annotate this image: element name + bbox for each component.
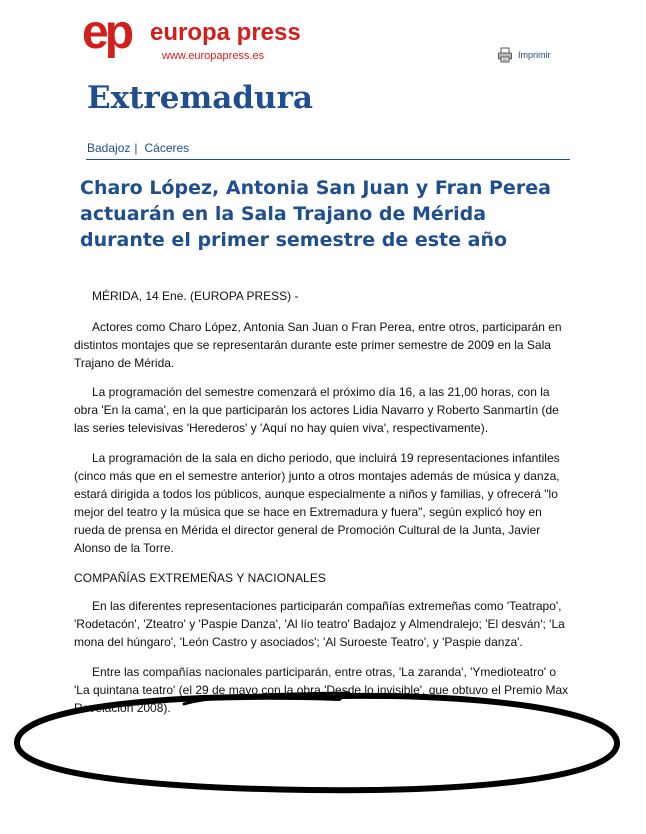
article-subheading: COMPAÑÍAS EXTREMEÑAS Y NACIONALES [74, 571, 327, 585]
article-paragraph: La programación de la sala en dicho periodo, que incluirá 19 representaciones infantiles (cinco más que en el semestre anterior) junto a otros montajes además de música y danza, estará dirigida a todos los públicos, aunque especialmente a niños y familias, y ofrecerá "lo mejor del teatro y la música que se hace en Extremadura y fuera", según explicó hoy en rueda de prensa en Mérida el director general de Promoción Cultural de la Junta, Javier Alonso de la Torre. [74, 451, 560, 555]
europa-press-logo[interactable] [82, 6, 342, 70]
article-dateline: MÉRIDA, 14 Ene. (EUROPA PRESS) - [92, 289, 299, 303]
article-paragraph: La programación del semestre comenzará el próximo día 16, a las 21,00 horas, con la obra 'En la cama', en la que participarán los actores Lidia Navarro y Roberto Sanmartín (de las series televisivas 'Herederos' y 'Aquí no hay quien viva', respectivamente). [74, 385, 559, 435]
logo-ep-mark: ep [82, 6, 131, 59]
print-button[interactable] [497, 47, 551, 63]
logo-url: www.europapress.es [162, 50, 265, 62]
print-label: Imprimir [518, 50, 551, 60]
article-paragraph: Entre las compañías nacionales participarán, entre otras, 'La zaranda', 'Ymedioteatro' o 'La quintana teatro' (el 29 de mayo con la obra 'Desde lo invisible', que obtuvo el Premio Max Revelación 2008). [74, 665, 569, 715]
article-body [74, 287, 569, 729]
logo-wordmark: europa press [150, 19, 301, 46]
printer-icon [497, 47, 513, 63]
section-title: Extremadura [87, 80, 314, 116]
section-divider [86, 159, 570, 160]
article-paragraph: En las diferentes representaciones participarán compañías extremeñas como 'Teatrapo', 'Rodetacón', 'Zteatro' y 'Paspie Danza', 'Al lío teatro' Badajoz y Almendralejo; 'El desván'; 'La mona del húngaro', 'León Castro y asociados'; 'Al Suroeste Teatro', y 'Paspie danza'. [74, 599, 565, 649]
section-subnav [87, 142, 189, 154]
subnav-link-badajoz[interactable]: Badajoz [87, 141, 131, 155]
subnav-separator: | [134, 141, 138, 155]
article-paragraph: Actores como Charo López, Antonia San Juan o Fran Perea, entre otros, participarán en distintos montajes que se representarán durante este primer semestre de 2009 en la Sala Trajano de Mérida. [74, 320, 562, 370]
article-headline: Charo López, Antonia San Juan y Fran Perea actuarán en la Sala Trajano de Mérida durante el primer semestre de este año [80, 177, 551, 251]
subnav-link-caceres[interactable]: Cáceres [144, 141, 190, 155]
